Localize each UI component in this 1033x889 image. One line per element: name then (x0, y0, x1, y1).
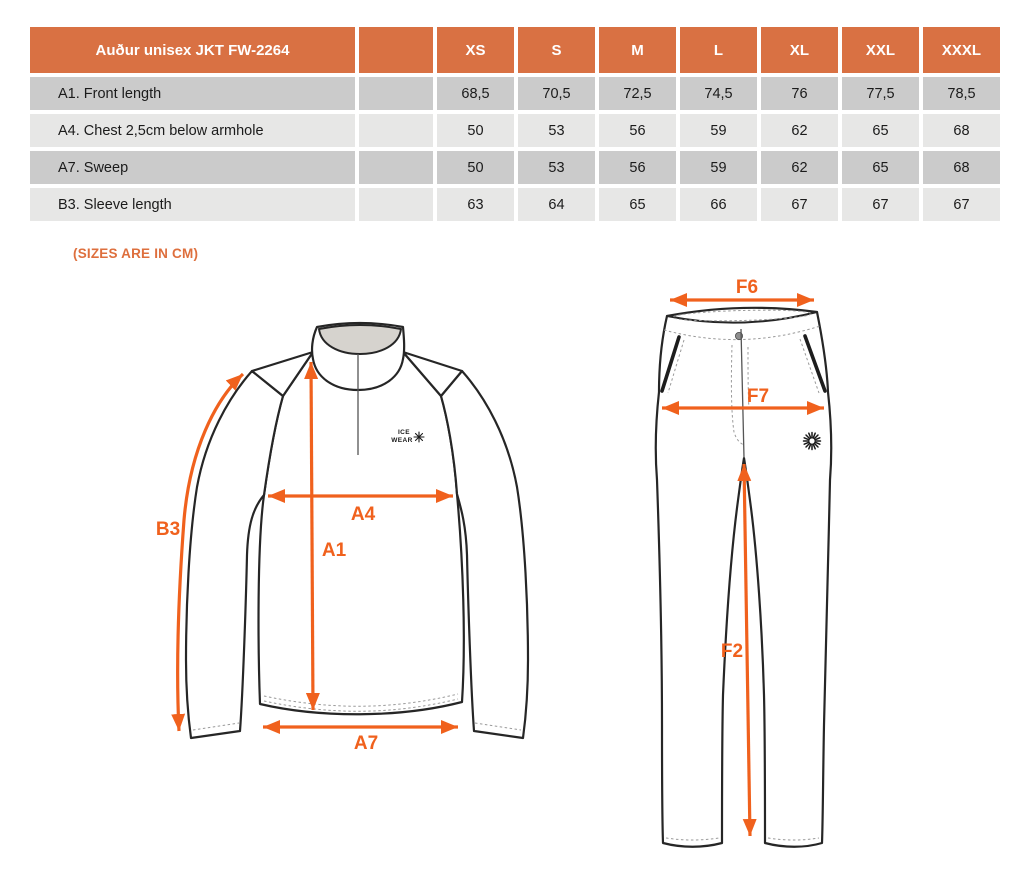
size-value-cell: 53 (518, 114, 595, 147)
size-value-cell: 56 (599, 114, 676, 147)
b3-label: B3 (155, 519, 181, 540)
measurement-row-label: A7. Sweep (30, 151, 355, 184)
size-column-header: L (680, 27, 757, 73)
f2-arrow (744, 464, 750, 836)
size-value-cell: 63 (437, 188, 514, 221)
pants-snowflake-icon (804, 433, 821, 450)
jacket-logo-line2: WEAR (391, 437, 413, 444)
units-note: (SIZES ARE IN CM) (73, 246, 199, 261)
jacket-logo-line1: ICE (397, 429, 411, 436)
size-value-cell: 74,5 (680, 77, 757, 110)
size-value-cell: 67 (761, 188, 838, 221)
size-value-cell: 56 (599, 151, 676, 184)
size-value-cell: 68 (923, 114, 1000, 147)
size-value-cell: 68,5 (437, 77, 514, 110)
jacket-logo-snowflake-icon (414, 432, 424, 442)
jacket-body-outline (259, 352, 464, 714)
size-value-cell: 59 (680, 151, 757, 184)
size-value-cell: 77,5 (842, 77, 919, 110)
size-value-cell: 65 (599, 188, 676, 221)
f2-label: F2 (720, 641, 744, 662)
pants-diagram (656, 277, 832, 847)
size-value-cell: 67 (842, 188, 919, 221)
size-column-header: XS (437, 27, 514, 73)
size-value-cell: 72,5 (599, 77, 676, 110)
size-value-cell: 68 (923, 151, 1000, 184)
size-value-cell: 59 (680, 114, 757, 147)
pants-outline (656, 308, 832, 847)
a1-arrow (311, 362, 313, 710)
a7-label: A7 (353, 733, 379, 754)
a4-label: A4 (350, 504, 376, 525)
size-column-header: XL (761, 27, 838, 73)
measurement-row-label: B3. Sleeve length (30, 188, 355, 221)
f6-label: F6 (735, 277, 759, 298)
size-value-cell: 70,5 (518, 77, 595, 110)
size-column-header: S (518, 27, 595, 73)
size-value-cell: 62 (761, 114, 838, 147)
jacket-diagram (156, 323, 528, 754)
size-value-cell: 62 (761, 151, 838, 184)
size-value-cell: 50 (437, 114, 514, 147)
size-column-header: XXL (842, 27, 919, 73)
size-value-cell: 53 (518, 151, 595, 184)
size-column-header: XXXL (923, 27, 1000, 73)
measurement-row-label: A1. Front length (30, 77, 355, 110)
table-title: Auður unisex JKT FW-2264 (30, 27, 355, 73)
size-value-cell: 65 (842, 114, 919, 147)
measurement-row-label: A4. Chest 2,5cm below armhole (30, 114, 355, 147)
size-value-cell: 64 (518, 188, 595, 221)
size-value-cell: 67 (923, 188, 1000, 221)
size-value-cell: 78,5 (923, 77, 1000, 110)
size-value-cell: 50 (437, 151, 514, 184)
a1-label: A1 (321, 540, 347, 561)
f7-label: F7 (746, 386, 770, 407)
size-value-cell: 76 (761, 77, 838, 110)
size-column-header: M (599, 27, 676, 73)
size-value-cell: 65 (842, 151, 919, 184)
size-value-cell: 66 (680, 188, 757, 221)
